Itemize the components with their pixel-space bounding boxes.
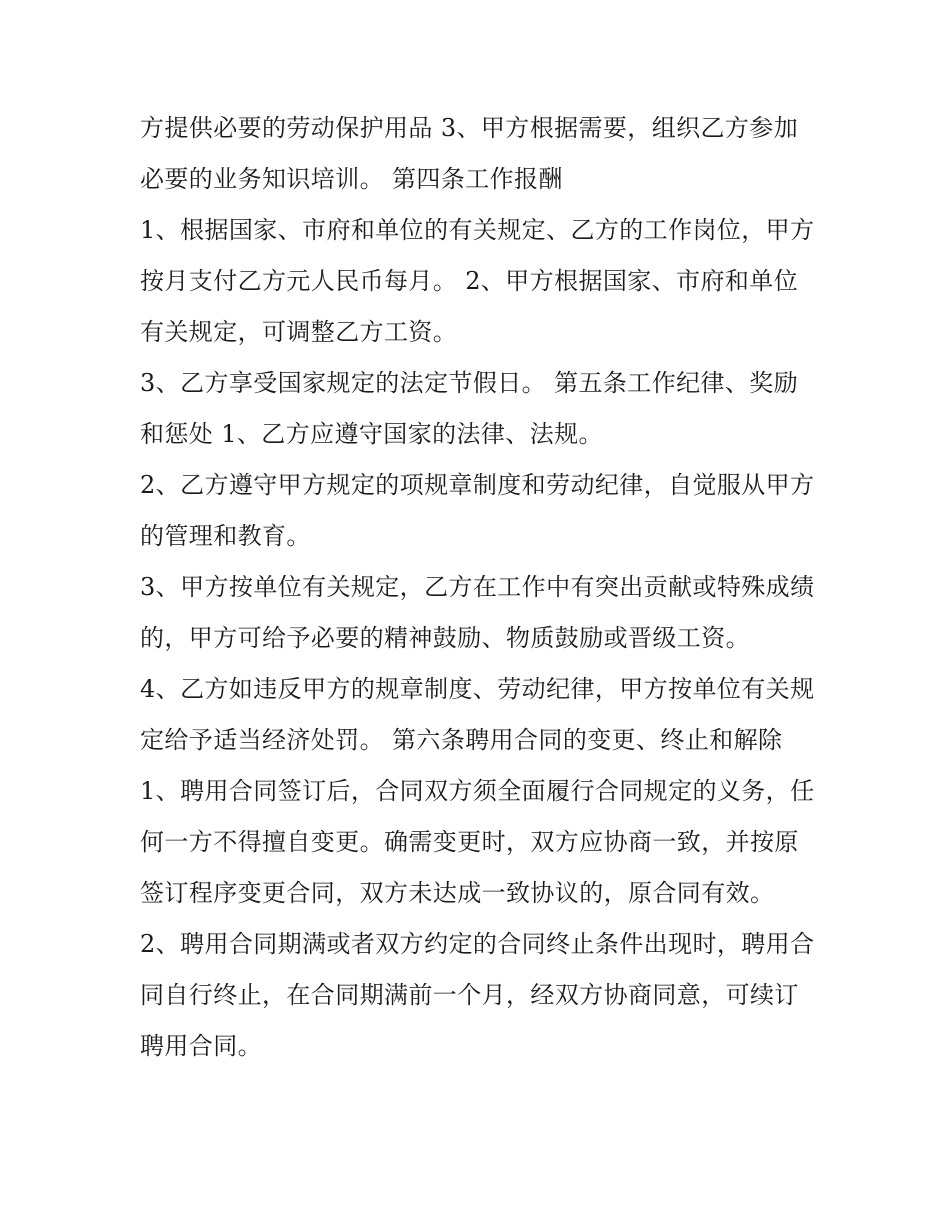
document-body [140, 103, 820, 1072]
paragraph-7: 1、聘用合同签订后，合同双方须全面履行合同规定的义务，任何一方不得擅自变更。确需变更时，双方应协商一致，并按原签订程序变更合同，双方未达成一致协议的，原合同有效。 [140, 777, 815, 907]
paragraph-6: 4、乙方如违反甲方的规章制度、劳动纪律，甲方按单位有关规定给予适当经济处罚。 第六条聘用合同的变更、终止和解除 [140, 675, 815, 754]
paragraph-8: 2、聘用合同期满或者双方约定的合同终止条件出现时，聘用合同自行终止，在合同期满前一个月，经双方协商同意，可续订聘用合同。 [140, 930, 815, 1060]
paragraph-4: 2、乙方遵守甲方规定的项规章制度和劳动纪律，自觉服从甲方的管理和教育。 [140, 471, 815, 550]
paragraph-2: 1、根据国家、市府和单位的有关规定、乙方的工作岗位，甲方按月支付乙方元人民币每月。 2、甲方根据国家、市府和单位有关规定，可调整乙方工资。 [140, 216, 815, 346]
paragraph-5: 3、甲方按单位有关规定，乙方在工作中有突出贡献或特殊成绩的，甲方可给予必要的精神鼓励、物质鼓励或晋级工资。 [140, 573, 815, 652]
paragraph-1: 方提供必要的劳动保护用品 3、甲方根据需要，组织乙方参加必要的业务知识培训。 第四条工作报酬 [140, 114, 799, 193]
paragraph-3: 3、乙方享受国家规定的法定节假日。 第五条工作纪律、奖励和惩处 1、乙方应遵守国家的法律、法规。 [140, 369, 799, 448]
